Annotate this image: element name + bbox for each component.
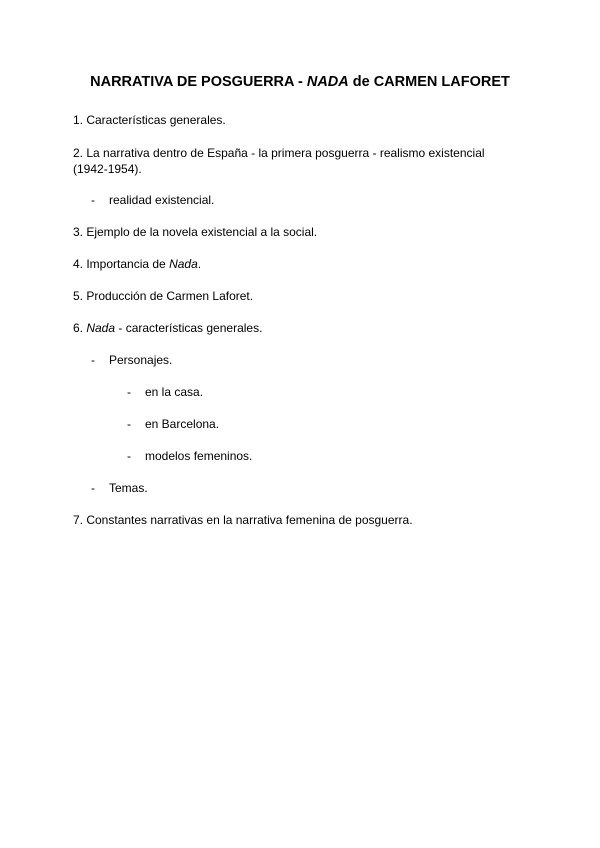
title-text-part2: de CARMEN LAFORET: [348, 74, 510, 90]
outline-item-2-line-2: (1942-1954).: [73, 162, 142, 176]
outline-item-6: [73, 320, 262, 336]
outline-item-6-sub-1-c: modelos femeninos.: [145, 449, 253, 463]
outline-item-6-post: - características generales.: [115, 321, 263, 335]
outline-item-6-sub-1: Personajes.: [109, 353, 173, 367]
outline-item-4: [73, 256, 201, 272]
outline-item-4-post: .: [197, 257, 202, 271]
outline-item-5: 5. Producción de Carmen Laforet.: [73, 289, 254, 303]
outline-item-4-italic: Nada: [169, 257, 198, 271]
bullet-dash: -: [91, 193, 95, 207]
outline-item-4-pre: 4. Importancia de: [73, 257, 170, 271]
bullet-dash: -: [127, 417, 131, 431]
outline-item-6-sub-1-b: en Barcelona.: [145, 417, 220, 431]
outline-item-6-sub-1-a: en la casa.: [145, 385, 204, 399]
bullet-dash: -: [127, 385, 131, 399]
title-text-italic: NADA: [306, 74, 349, 90]
bullet-dash: -: [91, 481, 95, 495]
outline-item-7: 7. Constantes narrativas en la narrativa femenina de posguerra.: [73, 513, 413, 527]
outline-item-6-sub-2: Temas.: [109, 481, 148, 495]
outline-item-3: 3. Ejemplo de la novela existencial a la social.: [73, 225, 318, 239]
document-title: [0, 73, 600, 91]
outline-item-2-sub-1: realidad existencial.: [109, 193, 215, 207]
title-text-part1: NARRATIVA DE POSGUERRA -: [90, 74, 307, 90]
outline-item-6-pre: 6.: [73, 321, 87, 335]
bullet-dash: -: [127, 449, 131, 463]
bullet-dash: -: [91, 353, 95, 367]
outline-item-1: 1. Características generales.: [73, 113, 226, 127]
outline-item-2-line-1: 2. La narrativa dentro de España - la primera posguerra - realismo existencial: [73, 146, 485, 160]
outline-item-6-italic: Nada: [86, 321, 116, 335]
